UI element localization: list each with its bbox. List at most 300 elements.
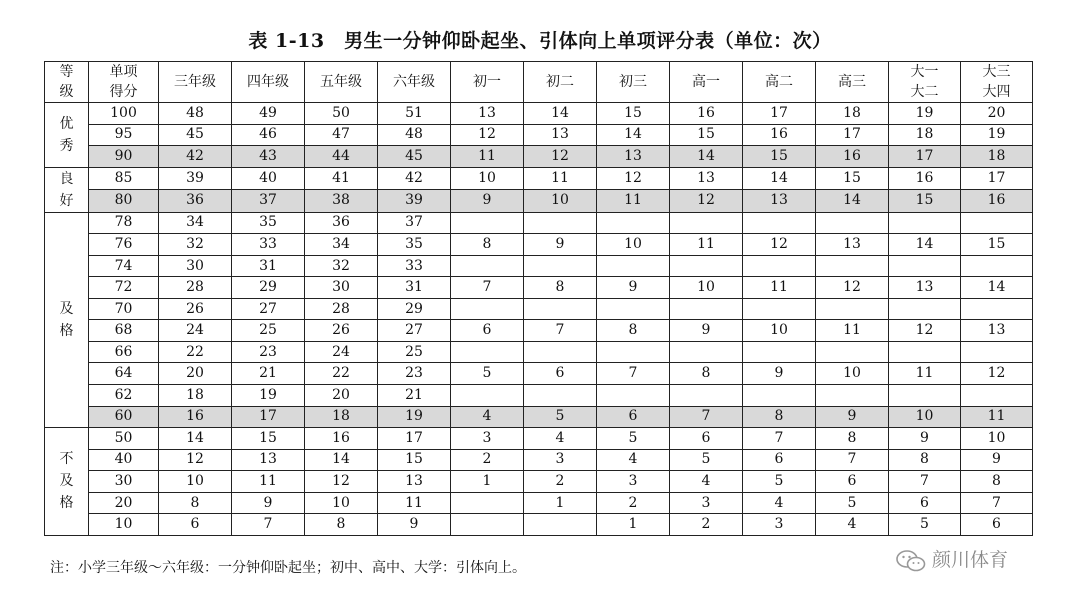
score-cell: 74 [89,255,159,277]
table-row [45,492,1033,514]
value-cell: 19 [378,406,451,428]
table-row [45,146,1033,168]
value-cell: 15 [961,234,1033,256]
value-cell: 11 [597,190,670,213]
value-cell: 7 [232,514,305,536]
score-cell: 85 [89,167,159,190]
table-row [45,341,1033,363]
value-cell: 39 [159,167,232,190]
value-cell: 16 [816,146,889,168]
value-cell: 2 [524,471,597,493]
value-cell: 22 [305,363,378,385]
score-cell: 10 [89,514,159,536]
value-cell: 7 [743,428,816,450]
table-row [45,190,1033,213]
value-cell [961,385,1033,407]
score-cell: 70 [89,298,159,320]
table-row [45,167,1033,190]
value-cell: 13 [816,234,889,256]
value-cell: 16 [159,406,232,428]
value-cell: 14 [961,277,1033,299]
value-cell: 17 [961,167,1033,190]
value-cell [670,212,743,234]
value-cell: 12 [159,449,232,471]
value-cell: 29 [378,298,451,320]
value-cell: 17 [232,406,305,428]
value-cell: 3 [524,449,597,471]
value-cell: 23 [232,341,305,363]
value-cell [889,385,961,407]
value-cell: 31 [378,277,451,299]
value-cell: 6 [159,514,232,536]
value-cell [961,341,1033,363]
value-cell: 9 [451,190,524,213]
header-cell: 高一 [670,62,743,103]
value-cell: 18 [159,385,232,407]
value-cell: 4 [743,492,816,514]
value-cell: 17 [816,124,889,146]
score-cell: 60 [89,406,159,428]
table-note: 注：小学三年级～六年级：一分钟仰卧起坐；初中、高中、大学：引体向上。 [50,560,526,576]
value-cell [451,212,524,234]
value-cell: 13 [743,190,816,213]
value-cell: 9 [524,234,597,256]
value-cell [451,298,524,320]
value-cell: 9 [232,492,305,514]
value-cell: 9 [889,428,961,450]
value-cell: 12 [743,234,816,256]
value-cell: 9 [961,449,1033,471]
value-cell: 12 [816,277,889,299]
table-row [45,103,1033,125]
value-cell: 7 [524,320,597,342]
score-cell: 95 [89,124,159,146]
header-cell: 四年级 [232,62,305,103]
value-cell: 2 [670,514,743,536]
value-cell: 8 [670,363,743,385]
table-row [45,212,1033,234]
value-cell: 27 [378,320,451,342]
value-cell: 21 [378,385,451,407]
value-cell: 28 [159,277,232,299]
score-cell: 68 [89,320,159,342]
value-cell: 18 [889,124,961,146]
value-cell [889,212,961,234]
value-cell: 12 [670,190,743,213]
watermark [896,545,1008,572]
value-cell: 10 [159,471,232,493]
value-cell: 19 [232,385,305,407]
value-cell: 18 [816,103,889,125]
value-cell: 6 [743,449,816,471]
header-cell: 初三 [597,62,670,103]
value-cell: 26 [159,298,232,320]
value-cell [743,255,816,277]
value-cell [816,255,889,277]
value-cell: 30 [159,255,232,277]
value-cell: 3 [597,471,670,493]
value-cell: 15 [889,190,961,213]
score-cell: 66 [89,341,159,363]
value-cell: 15 [597,103,670,125]
value-cell: 37 [378,212,451,234]
value-cell [889,255,961,277]
value-cell [889,341,961,363]
table-row [45,449,1033,471]
value-cell [816,341,889,363]
value-cell [816,212,889,234]
score-cell: 62 [89,385,159,407]
table-row [45,255,1033,277]
value-cell: 14 [597,124,670,146]
value-cell: 9 [743,363,816,385]
value-cell: 16 [889,167,961,190]
value-cell: 16 [305,428,378,450]
value-cell: 32 [159,234,232,256]
header-cell: 大一 大二 [889,62,961,103]
grade-cell: 良 好 [45,167,89,212]
value-cell: 5 [889,514,961,536]
value-cell [524,212,597,234]
value-cell: 14 [305,449,378,471]
value-cell: 8 [305,514,378,536]
value-cell: 1 [451,471,524,493]
header-cell: 初一 [451,62,524,103]
value-cell: 11 [816,320,889,342]
value-cell: 4 [670,471,743,493]
value-cell [597,298,670,320]
value-cell: 24 [305,341,378,363]
value-cell: 13 [524,124,597,146]
value-cell: 12 [889,320,961,342]
value-cell: 29 [232,277,305,299]
value-cell [524,255,597,277]
value-cell: 15 [670,124,743,146]
value-cell: 44 [305,146,378,168]
value-cell [961,298,1033,320]
value-cell: 8 [597,320,670,342]
value-cell: 3 [451,428,524,450]
value-cell: 5 [451,363,524,385]
value-cell: 14 [816,190,889,213]
value-cell [597,385,670,407]
grade-cell: 优 秀 [45,103,89,168]
value-cell: 8 [159,492,232,514]
value-cell: 14 [670,146,743,168]
value-cell: 51 [378,103,451,125]
header-cell: 高三 [816,62,889,103]
table-row [45,124,1033,146]
score-cell: 76 [89,234,159,256]
value-cell: 15 [743,146,816,168]
value-cell [524,298,597,320]
value-cell: 4 [816,514,889,536]
value-cell: 39 [378,190,451,213]
value-cell: 19 [961,124,1033,146]
value-cell: 11 [961,406,1033,428]
value-cell [816,298,889,320]
value-cell [670,341,743,363]
value-cell: 5 [670,449,743,471]
value-cell: 27 [232,298,305,320]
value-cell: 2 [597,492,670,514]
value-cell: 4 [451,406,524,428]
value-cell: 41 [305,167,378,190]
value-cell: 20 [305,385,378,407]
value-cell: 10 [889,406,961,428]
value-cell: 40 [232,167,305,190]
value-cell: 42 [159,146,232,168]
value-cell: 10 [743,320,816,342]
value-cell: 49 [232,103,305,125]
value-cell [743,212,816,234]
value-cell: 8 [743,406,816,428]
header-cell: 三年级 [159,62,232,103]
table-row [45,428,1033,450]
score-cell: 40 [89,449,159,471]
table-row [45,406,1033,428]
value-cell: 13 [670,167,743,190]
value-cell: 15 [232,428,305,450]
value-cell: 16 [743,124,816,146]
value-cell: 6 [451,320,524,342]
value-cell: 6 [670,428,743,450]
score-cell: 78 [89,212,159,234]
value-cell: 7 [451,277,524,299]
value-cell: 15 [378,449,451,471]
value-cell: 30 [305,277,378,299]
value-cell: 9 [378,514,451,536]
table-row [45,471,1033,493]
value-cell: 33 [378,255,451,277]
value-cell: 46 [232,124,305,146]
value-cell: 5 [816,492,889,514]
value-cell: 31 [232,255,305,277]
score-cell: 30 [89,471,159,493]
header-cell: 六年级 [378,62,451,103]
value-cell: 23 [378,363,451,385]
value-cell [597,341,670,363]
value-cell: 35 [378,234,451,256]
value-cell: 12 [305,471,378,493]
value-cell: 36 [159,190,232,213]
value-cell: 26 [305,320,378,342]
grade-cell: 及 格 [45,212,89,427]
value-cell [524,514,597,536]
value-cell: 50 [305,103,378,125]
value-cell: 20 [159,363,232,385]
value-cell [670,385,743,407]
value-cell [961,255,1033,277]
value-cell: 13 [889,277,961,299]
score-cell: 64 [89,363,159,385]
value-cell: 13 [232,449,305,471]
value-cell: 13 [451,103,524,125]
value-cell: 12 [451,124,524,146]
value-cell [451,341,524,363]
value-cell: 48 [378,124,451,146]
value-cell: 8 [961,471,1033,493]
score-cell: 90 [89,146,159,168]
value-cell: 9 [670,320,743,342]
value-cell: 34 [159,212,232,234]
value-cell: 14 [743,167,816,190]
value-cell: 6 [889,492,961,514]
value-cell: 10 [451,167,524,190]
value-cell: 8 [889,449,961,471]
value-cell: 10 [961,428,1033,450]
value-cell: 33 [232,234,305,256]
value-cell: 24 [159,320,232,342]
table-row [45,277,1033,299]
value-cell: 45 [159,124,232,146]
table-row [45,514,1033,536]
value-cell: 10 [816,363,889,385]
value-cell: 6 [816,471,889,493]
value-cell: 32 [305,255,378,277]
table-row [45,363,1033,385]
value-cell: 5 [597,428,670,450]
value-cell: 8 [816,428,889,450]
score-table [44,61,1033,536]
value-cell: 14 [524,103,597,125]
value-cell: 21 [232,363,305,385]
value-cell: 10 [524,190,597,213]
header-cell: 等 级 [45,62,89,103]
value-cell [670,255,743,277]
value-cell: 3 [743,514,816,536]
header-cell: 大三 大四 [961,62,1033,103]
header-cell: 高二 [743,62,816,103]
value-cell [451,492,524,514]
value-cell: 4 [597,449,670,471]
header-row [45,62,1033,103]
value-cell: 38 [305,190,378,213]
value-cell: 5 [743,471,816,493]
value-cell [597,212,670,234]
value-cell [451,385,524,407]
value-cell: 16 [961,190,1033,213]
value-cell: 47 [305,124,378,146]
value-cell: 1 [524,492,597,514]
table-row [45,298,1033,320]
value-cell [889,298,961,320]
value-cell [670,298,743,320]
table-title: 表 1-13 男生一分钟仰卧起坐、引体向上单项评分表（单位：次） [248,30,832,52]
header-cell: 初二 [524,62,597,103]
value-cell: 9 [597,277,670,299]
value-cell [524,385,597,407]
value-cell: 11 [524,167,597,190]
table-row [45,320,1033,342]
value-cell: 10 [670,277,743,299]
value-cell: 8 [451,234,524,256]
value-cell: 9 [816,406,889,428]
value-cell: 5 [524,406,597,428]
value-cell: 48 [159,103,232,125]
score-cell: 20 [89,492,159,514]
grade-cell: 不 及 格 [45,428,89,536]
value-cell: 13 [378,471,451,493]
value-cell: 28 [305,298,378,320]
value-cell: 6 [524,363,597,385]
value-cell: 7 [816,449,889,471]
value-cell [743,341,816,363]
value-cell: 12 [961,363,1033,385]
value-cell: 25 [232,320,305,342]
value-cell: 25 [378,341,451,363]
value-cell: 2 [451,449,524,471]
value-cell [743,298,816,320]
value-cell: 36 [305,212,378,234]
watermark-text: 颜川体育 [932,549,1009,571]
value-cell: 11 [743,277,816,299]
value-cell: 14 [889,234,961,256]
score-cell: 80 [89,190,159,213]
value-cell: 6 [961,514,1033,536]
score-cell: 100 [89,103,159,125]
value-cell: 6 [597,406,670,428]
value-cell: 17 [889,146,961,168]
header-cell: 五年级 [305,62,378,103]
value-cell: 11 [670,234,743,256]
value-cell [451,514,524,536]
value-cell: 45 [378,146,451,168]
value-cell: 35 [232,212,305,234]
value-cell: 20 [961,103,1033,125]
value-cell: 16 [670,103,743,125]
value-cell: 11 [378,492,451,514]
score-cell: 72 [89,277,159,299]
value-cell: 19 [889,103,961,125]
value-cell [743,385,816,407]
value-cell: 10 [597,234,670,256]
table-row [45,234,1033,256]
value-cell: 1 [597,514,670,536]
value-cell: 43 [232,146,305,168]
value-cell: 17 [378,428,451,450]
value-cell: 7 [597,363,670,385]
value-cell: 13 [961,320,1033,342]
value-cell: 18 [305,406,378,428]
value-cell [961,212,1033,234]
header-cell: 单项 得分 [89,62,159,103]
value-cell [816,385,889,407]
value-cell: 17 [743,103,816,125]
value-cell: 42 [378,167,451,190]
value-cell: 14 [159,428,232,450]
wechat-icon [896,550,926,572]
value-cell: 4 [524,428,597,450]
value-cell: 11 [889,363,961,385]
value-cell: 13 [597,146,670,168]
value-cell: 7 [670,406,743,428]
value-cell: 22 [159,341,232,363]
value-cell: 37 [232,190,305,213]
value-cell: 8 [524,277,597,299]
value-cell [524,341,597,363]
value-cell: 11 [232,471,305,493]
value-cell: 18 [961,146,1033,168]
value-cell: 7 [961,492,1033,514]
value-cell [597,255,670,277]
table-row [45,385,1033,407]
value-cell: 34 [305,234,378,256]
value-cell: 10 [305,492,378,514]
value-cell: 3 [670,492,743,514]
value-cell: 11 [451,146,524,168]
value-cell: 12 [597,167,670,190]
